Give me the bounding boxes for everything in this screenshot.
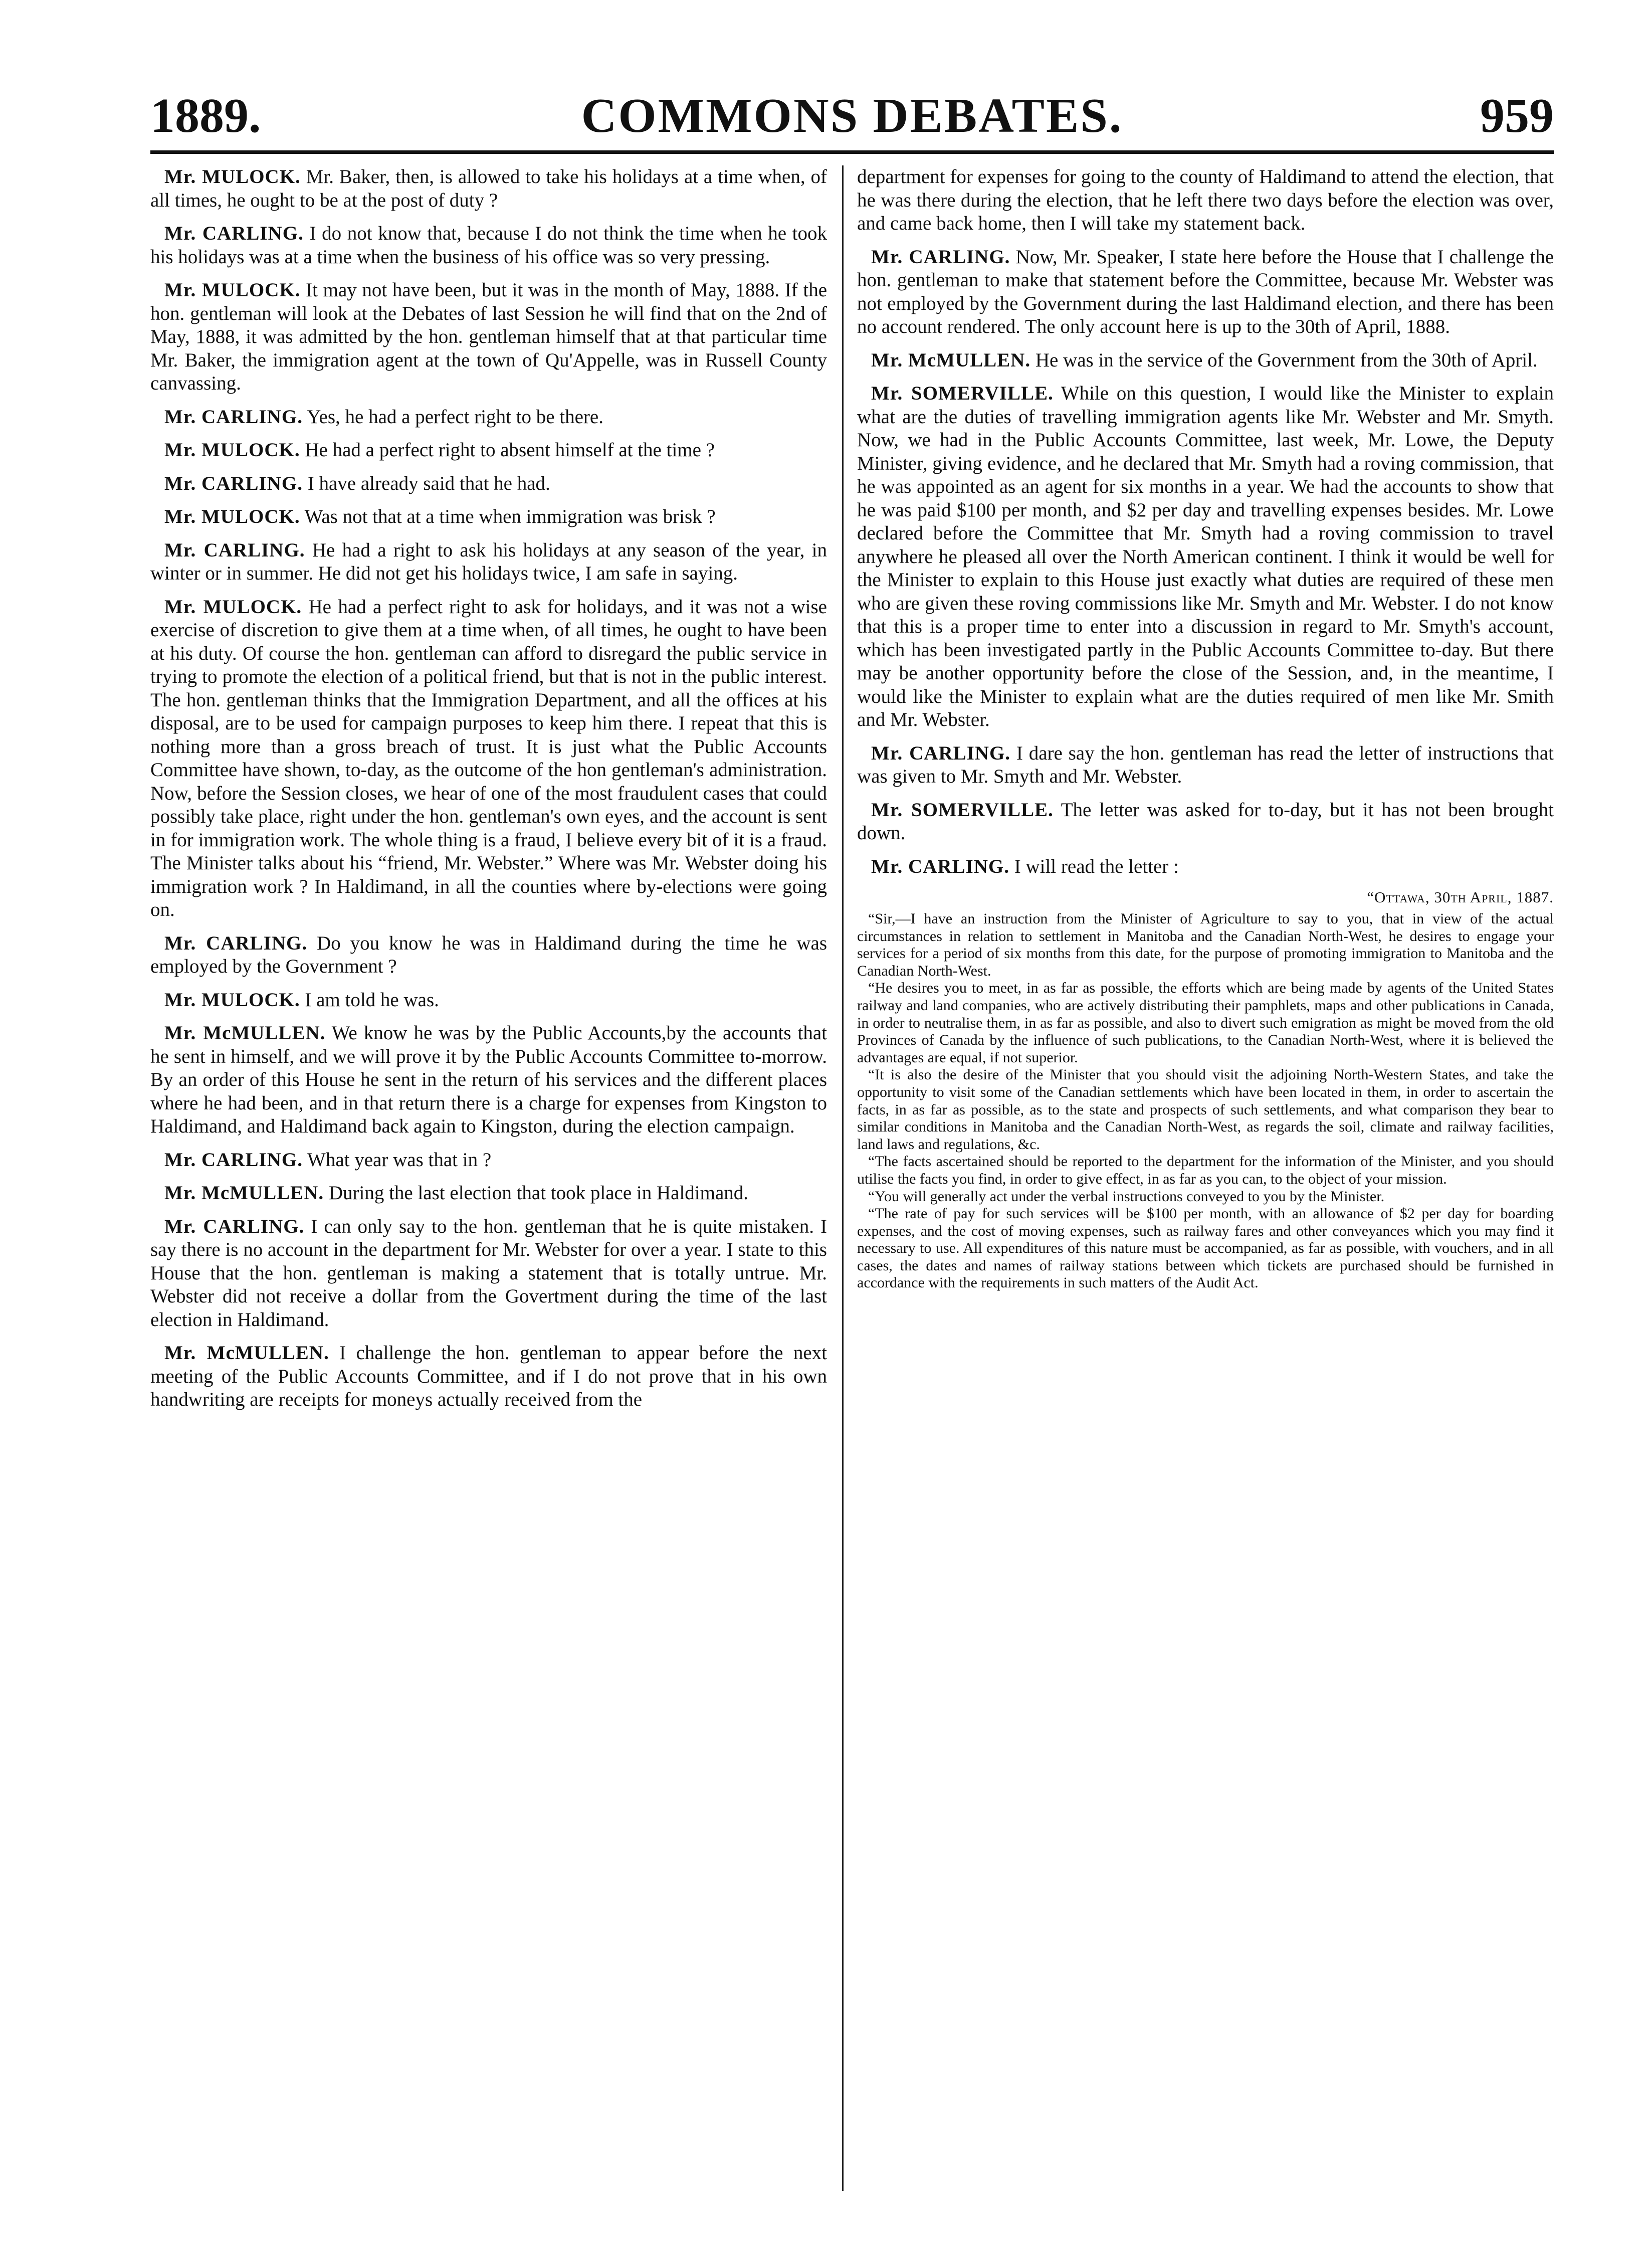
header-rule bbox=[150, 150, 1554, 154]
letter-paragraph: “It is also the desire of the Minister that you should visit the adjoining North-Western States, and take the opportunity to visit some of the Canadian settlements which have been located in them, in order to ascertain the facts, in as far as possible, as to the state and prospects of such settlements, and what comparison they bear to similar conditions in Manitoba and the Canadian North-West, as regards the soil, climate and railway facilities, land laws and regulations, &c. bbox=[857, 1066, 1554, 1153]
speech-paragraph bbox=[857, 799, 1554, 845]
header-title: COMMONS DEBATES. bbox=[581, 89, 1123, 143]
speaker-name: Mr. CARLING. bbox=[871, 246, 1010, 268]
speech-paragraph bbox=[150, 406, 827, 429]
letter-paragraph: “He desires you to meet, in as far as possible, the efforts which are being made by agents of the United States railway and land companies, who are actively distributing their pamphlets, maps and other publications in Canada, in order to neutralise them, in as far as possible, and also to divert such emigration as might be moved from the old Provinces of Canada by the influence of such publications, to the Canadian North-West, where it is believed the advantages are equal, if not superior. bbox=[857, 980, 1554, 1066]
speaker-name: Mr. MULOCK. bbox=[164, 279, 301, 301]
speech-text: I am told he was. bbox=[305, 989, 439, 1011]
speech-text: I have already said that he had. bbox=[307, 472, 550, 494]
letter-paragraph: “Sir,—I have an instruction from the Minister of Agriculture to say to you, that in view of the actual circumstances in relation to settlement in Manitoba and the Canadian North-West, he desires to engage your services for a period of six months from this date, for the purpose of promoting immigration to Manitoba and the Canadian North-West. bbox=[857, 910, 1554, 979]
speech-text: He had a right to ask his holidays at any season of the year, in winter or in summer. He did not get his holidays twice, I am safe in saying. bbox=[150, 539, 827, 584]
speech-text: I challenge the hon. gentleman to appear before the next meeting of the Public Accounts Committee, and if I do not prove that in his own handwriting are receipts for moneys actually received from the bbox=[150, 1342, 827, 1410]
right-column-speeches bbox=[857, 165, 1554, 878]
speech-text: I do not know that, because I do not think the time when he took his holidays was at a time when the business of his office was so very pressing. bbox=[150, 223, 828, 268]
speech-text: He had a perfect right to absent himself at the time ? bbox=[305, 439, 715, 461]
speaker-name: Mr. CARLING. bbox=[164, 223, 304, 244]
speech-paragraph bbox=[150, 1149, 827, 1172]
speech-paragraph bbox=[857, 382, 1554, 732]
speech-text: Was not that at a time when immigration was brisk ? bbox=[304, 506, 716, 527]
speech-text: Do you know he was in Haldimand during the time he was employed by the Government ? bbox=[150, 932, 828, 977]
speech-text: He had a perfect right to ask for holidays, and it was not a wise exercise of discretion to give them at a time when, of all times, he ought to have been at his duty. Of course the hon. gentleman can afford to disregard the public service in trying to promote the election of a political friend, but that is not in the public interest. The hon. gentleman thinks that the Immigration Department, and all the offices at his disposal, are to be used for campaign purposes to keep him there. I repeat that this is nothing more than a gross breach of trust. It is just what the Public Accounts Committee have shown, to-day, as the outcome of the hon gentleman's administration. Now, before the Session closes, we hear of one of the most fraudulent cases that could possibly take place, right under the hon. gentleman's own eyes, and the account is sent in for immigration work. The whole thing is a fraud, I believe every bit of it is a fraud. The Minister talks about his “friend, Mr. Webster.” Where was Mr. Webster doing his immigration work ? In Haldimand, in all the counties where by-elections were going on. bbox=[150, 596, 827, 920]
speech-paragraph bbox=[857, 855, 1554, 879]
letter-body bbox=[857, 910, 1554, 1292]
speech-paragraph bbox=[150, 1182, 827, 1205]
speaker-name: Mr. MULOCK. bbox=[164, 989, 300, 1011]
speaker-name: Mr. SOMERVILLE. bbox=[871, 799, 1054, 821]
speech-paragraph bbox=[150, 596, 827, 922]
speaker-name: Mr. CARLING. bbox=[164, 1215, 305, 1237]
speech-text: Now, Mr. Speaker, I state here before the House that I challenge the hon. gentleman to make that statement before the Committee, because Mr. Webster was not employed by the Government during the last Haldimand election, and there has been no account rendered. The only account here is up to the 30th of April, 1888. bbox=[857, 246, 1554, 337]
speech-paragraph bbox=[857, 165, 1554, 236]
speech-paragraph bbox=[150, 472, 827, 496]
speech-paragraph bbox=[857, 349, 1554, 372]
speech-paragraph bbox=[150, 505, 827, 529]
speaker-name: Mr. CARLING. bbox=[164, 472, 303, 494]
speaker-name: Mr. McMULLEN. bbox=[164, 1182, 324, 1204]
speaker-name: Mr. McMULLEN. bbox=[164, 1342, 329, 1364]
speech-paragraph bbox=[150, 279, 827, 396]
speaker-name: Mr. MULOCK. bbox=[164, 596, 302, 618]
speech-paragraph bbox=[150, 165, 827, 212]
speech-text: During the last election that took place in Haldimand. bbox=[328, 1182, 749, 1204]
letter-paragraph: “You will generally act under the verbal instructions conveyed to you by the Minister. bbox=[868, 1188, 1385, 1205]
speaker-name: Mr. McMULLEN. bbox=[164, 1022, 326, 1044]
speech-paragraph bbox=[150, 1022, 827, 1139]
speaker-name: Mr. CARLING. bbox=[871, 742, 1011, 764]
speaker-name: Mr. CARLING. bbox=[871, 855, 1009, 877]
speech-text: We know he was by the Public Accounts,by the accounts that he sent in himself, and we will prove it by the Public Accounts Committee to-morrow. By an order of this House he sent in the return of his services and the different places where he had been, and in that return there is a charge for expenses from Kingston to Haldimand, and Haldimand back again to Kingston, during the election campaign. bbox=[150, 1022, 828, 1137]
speech-text: Yes, he had a perfect right to be there. bbox=[307, 406, 603, 428]
speech-paragraph bbox=[150, 989, 827, 1012]
speaker-name: Mr. CARLING. bbox=[164, 932, 308, 954]
speaker-name: Mr. CARLING. bbox=[164, 539, 305, 561]
speech-paragraph bbox=[857, 246, 1554, 339]
speaker-name: Mr. MULOCK. bbox=[164, 439, 300, 461]
speaker-name: Mr. McMULLEN. bbox=[871, 349, 1031, 371]
speech-text: I will read the letter : bbox=[1014, 855, 1179, 877]
speech-paragraph bbox=[150, 1342, 827, 1412]
speaker-name: Mr. MULOCK. bbox=[164, 506, 300, 527]
speech-paragraph bbox=[150, 222, 827, 269]
speech-text: What year was that in ? bbox=[307, 1149, 492, 1171]
letter-dateline: “Ottawa, 30th April, 1887. bbox=[1367, 888, 1554, 906]
header-page-number: 959 bbox=[1480, 89, 1554, 143]
speech-text: The letter was asked for to-day, but it has not been brought down. bbox=[857, 799, 1554, 844]
speech-text: He was in the service of the Government from the 30th of April. bbox=[1035, 349, 1538, 371]
speech-text: I dare say the hon. gentleman has read the letter of instructions that was given to Mr. Smyth and Mr. Webster. bbox=[857, 742, 1554, 787]
speaker-name: Mr. SOMERVILLE. bbox=[871, 383, 1054, 404]
speaker-name: Mr. MULOCK. bbox=[164, 166, 301, 187]
instruction-letter bbox=[857, 888, 1554, 1292]
letter-paragraph: “The rate of pay for such services will be $100 per month, with an allowance of $2 per day for boarding expenses, and the cost of moving expenses, such as railway fares and other conveyances which you may find it necessary to use. All expenditures of this nature must be accompanied, as far as possible, with vouchers, and in all cases, the dates and names of railway stations between which tickets are purchased should be furnished in accordance with the requirements in such matters of the Audit Act. bbox=[857, 1205, 1554, 1291]
speech-text: It may not have been, but it was in the month of May, 1888. If the hon. gentleman will look at the Debates of last Session he will find that on the 2nd of May, 1888, it was admitted by the hon. gentleman himself that at that particular time Mr. Baker, the immigration agent at the town of Qu'Appelle, was in Russell County canvassing. bbox=[150, 279, 828, 394]
speech-paragraph bbox=[150, 439, 827, 462]
speech-paragraph bbox=[150, 539, 827, 586]
left-column bbox=[150, 165, 827, 1422]
speech-paragraph bbox=[857, 742, 1554, 789]
speech-text: I can only say to the hon. gentleman that he is quite mistaken. I say there is no account in the department for Mr. Webster for over a year. I state to this House that the hon. gentleman is making a statement that is totally untrue. Mr. Webster did not receive a dollar from the Govertment during the time of the last election in Haldimand. bbox=[150, 1215, 827, 1331]
column-divider bbox=[842, 165, 844, 2191]
speech-text: Mr. Baker, then, is allowed to take his holidays at a time when, of all times, he ought to be at the post of duty ? bbox=[150, 166, 827, 211]
speaker-name: Mr. CARLING. bbox=[164, 406, 303, 428]
speech-text: While on this question, I would like the Minister to explain what are the duties of travelling immigration agents like Mr. Webster and Mr. Smyth. Now, we had in the Public Accounts Committee, last week, Mr. Lowe, the Deputy Minister, giving evidence, and he declared that Mr. Smyth had a roving commission, that he was appointed as an agent for six months in a year. We had the accounts to show that he was paid $100 per month, and $2 per day and travelling expenses besides. Mr. Lowe declared before the Committee that Mr. Smyth had a roving commission to travel anywhere he pleased all over the North American continent. I think it would be well for the Minister to explain to this House just exactly what duties are required of these men who are given these roving commissions like Mr. Smyth and Mr. Webster. I do not know that this is a proper time to enter into a discussion in regard to Mr. Smyth's account, which has been investigated partly in the Public Accounts Committee to-day. But there may be another opportunity before the close of the Session, and, in the meantime, I would like the Minister to explain what are the duties required of men like Mr. Smith and Mr. Webster. bbox=[857, 383, 1554, 730]
speech-paragraph bbox=[150, 932, 827, 979]
speaker-name: Mr. CARLING. bbox=[164, 1149, 303, 1171]
speech-text: department for expenses for going to the county of Haldimand to attend the election, that he was there during the election, that he left there two days before the election was over, and came back home, then I will take my statement back. bbox=[857, 166, 1554, 234]
page-header bbox=[150, 88, 1554, 143]
letter-paragraph: “The facts ascertained should be reported to the department for the information of the Minister, and you should utilise the facts you find, in order to give effect, in as far as you can, to the object of your mission. bbox=[857, 1153, 1554, 1187]
speech-paragraph bbox=[150, 1215, 827, 1332]
right-column bbox=[857, 165, 1554, 1292]
header-year: 1889. bbox=[150, 89, 261, 143]
